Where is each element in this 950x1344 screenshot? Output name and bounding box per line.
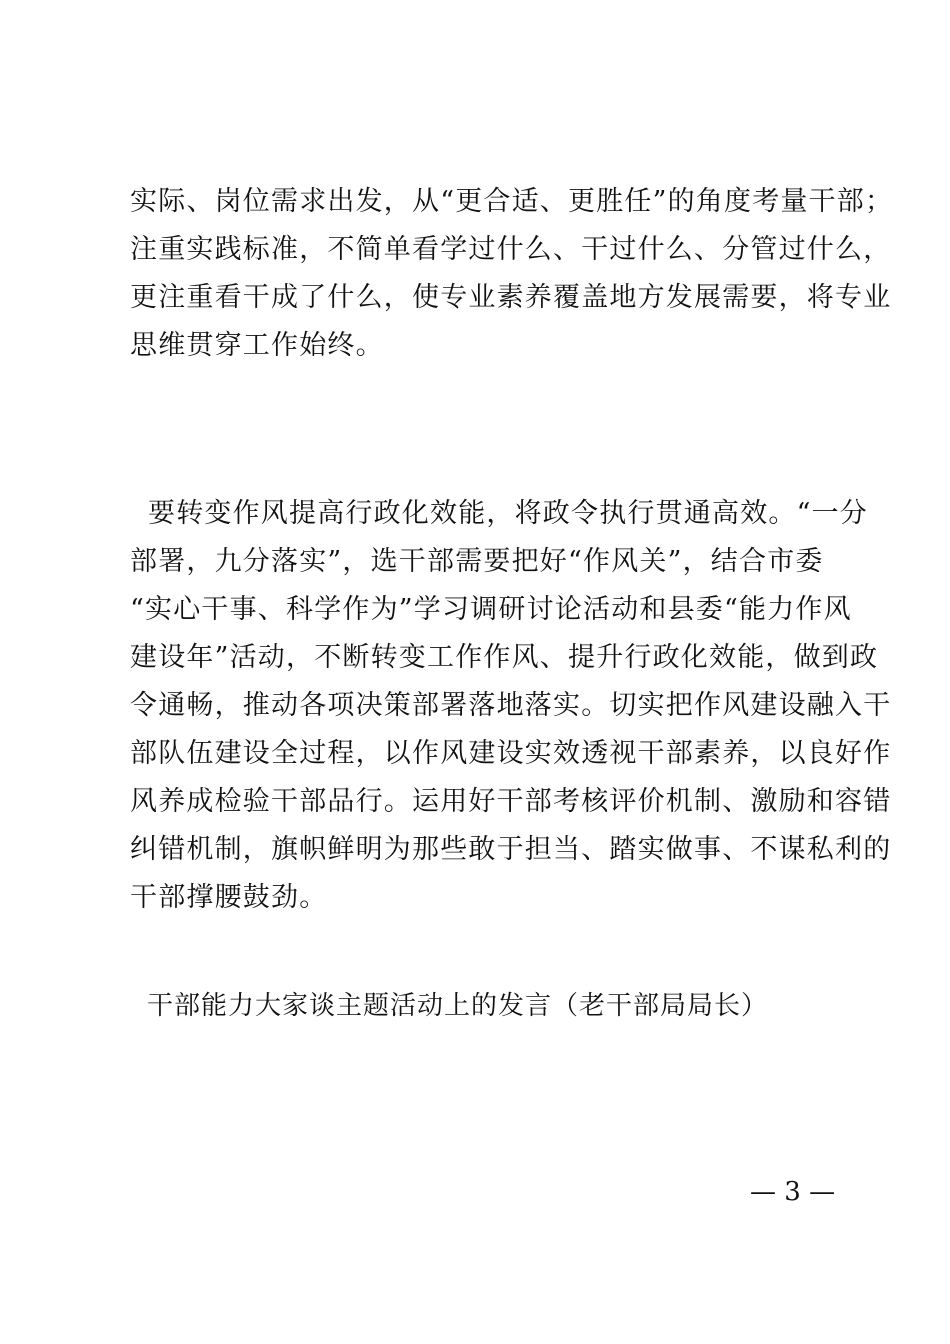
paragraph-line: 要转变作风提高行政化效能，将政令执行贯通高效。“一分 — [148, 498, 869, 529]
paragraph-line: 部队伍建设全过程，以作风建设实效透视干部素养，以良好作 — [130, 738, 892, 769]
paragraph-line: 风养成检验干部品行。运用好干部考核评价机制、激励和容错 — [130, 786, 892, 817]
paragraph-line: 思维贯穿工作始终。 — [130, 330, 384, 361]
paragraph-line: 干部撑腰鼓劲。 — [130, 882, 328, 913]
paragraph-line: 建设年”活动，不断转变工作作风、提升行政化效能，做到政 — [130, 642, 879, 673]
paragraph-line: 纠错机制，旗帜鲜明为那些敢于担当、踏实做事、不谋私利的 — [130, 834, 892, 865]
paragraph-line: “实心干事、科学作为”学习调研讨论活动和县委“能力作风 — [130, 594, 852, 625]
paragraph-line: 更注重看干成了什么，使专业素养覆盖地方发展需要，将专业 — [130, 282, 892, 313]
paragraph-line: 注重实践标准，不简单看学过什么、干过什么、分管过什么， — [130, 234, 892, 265]
paragraph-line: 令通畅，推动各项决策部署落地落实。切实把作风建设融入干 — [130, 690, 892, 721]
paragraph-line: 实际、岗位需求出发，从“更合适、更胜任”的角度考量干部； — [130, 186, 894, 217]
page-number: — 3 — — [750, 1177, 836, 1207]
speech-title: 干部能力大家谈主题活动上的发言（老干部局局长） — [147, 991, 769, 1021]
paragraph-line: 部署，九分落实”，选干部需要把好“作风关”，结合市委 — [130, 546, 824, 577]
